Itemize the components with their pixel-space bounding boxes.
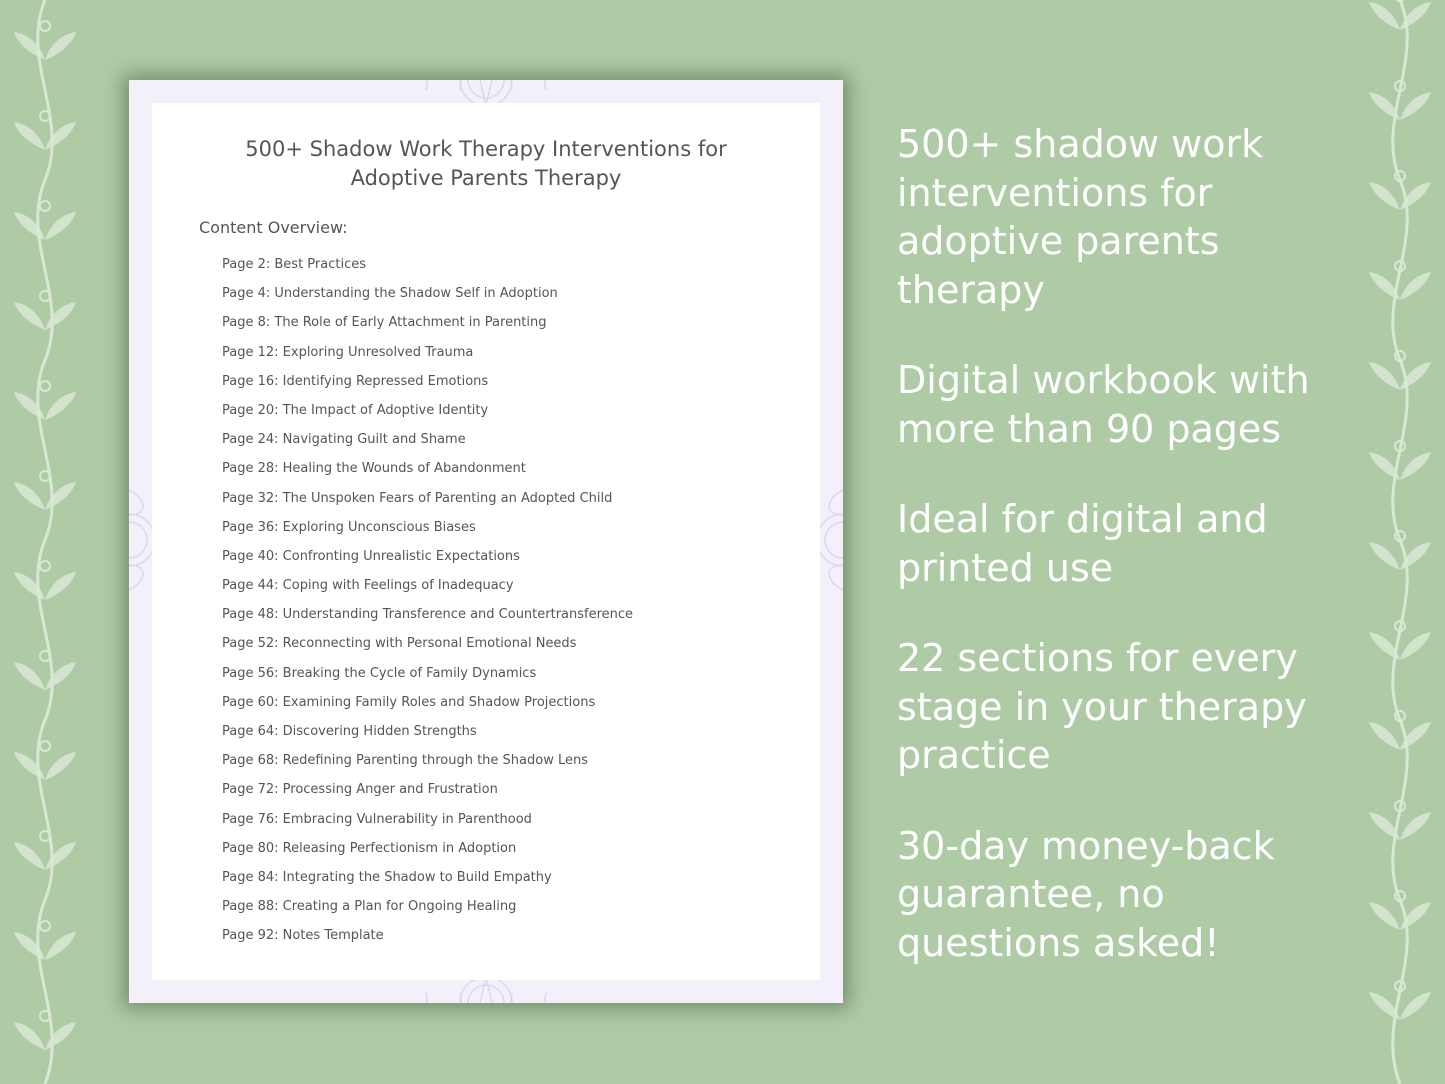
- table-of-contents: [222, 255, 633, 956]
- toc-item: Page 48: Understanding Transference and Countertransference: [222, 607, 634, 623]
- feature-line: interventions for: [897, 170, 1213, 215]
- toc-item: Page 52: Reconnecting with Personal Emotional Needs: [222, 636, 577, 652]
- toc-item: Page 40: Confronting Unrealistic Expectations: [222, 548, 520, 564]
- feature-line: 500+ shadow work: [897, 122, 1264, 166]
- floral-vine-icon: [0, 0, 90, 1084]
- feature-list: [897, 120, 1367, 967]
- toc-item: Page 32: The Unspoken Fears of Parenting an Adopted Child: [222, 490, 613, 506]
- toc-item: Page 16: Identifying Repressed Emotions: [222, 373, 489, 389]
- content-overview-label: Content Overview:: [199, 218, 348, 237]
- toc-item: Page 84: Integrating the Shadow to Build Empathy: [222, 869, 552, 885]
- feature-line: questions asked!: [897, 920, 1220, 965]
- feature-line: Digital workbook with: [897, 358, 1310, 402]
- feature-guarantee: [897, 822, 1367, 968]
- feature-sections: [897, 634, 1367, 780]
- document-content: [152, 103, 820, 980]
- toc-item: Page 24: Navigating Guilt and Shame: [222, 432, 466, 448]
- feature-line: Ideal for digital and: [897, 497, 1268, 541]
- toc-item: Page 80: Releasing Perfectionism in Adoption: [222, 840, 517, 856]
- toc-item: Page 92: Notes Template: [222, 928, 384, 944]
- toc-item: Page 56: Breaking the Cycle of Family Dynamics: [222, 665, 537, 681]
- document-page: [129, 80, 843, 1003]
- feature-line: printed use: [897, 545, 1114, 590]
- feature-line: 30-day money-back: [897, 823, 1275, 868]
- feature-line: practice: [897, 733, 1051, 777]
- feature-line: stage in your therapy: [897, 684, 1307, 729]
- document-title: [172, 135, 800, 193]
- toc-item: Page 64: Discovering Hidden Strengths: [222, 724, 477, 739]
- feature-usage: [897, 495, 1367, 592]
- toc-item: Page 12: Exploring Unresolved Trauma: [222, 344, 474, 360]
- feature-line: more than 90 pages: [897, 406, 1282, 451]
- toc-item: Page 76: Embracing Vulnerability in Parenthood: [222, 811, 532, 827]
- toc-item: Page 68: Redefining Parenting through the Shadow Lens: [222, 753, 588, 769]
- toc-item: Page 28: Healing the Wounds of Abandonment: [222, 461, 526, 477]
- document-title-line: 500+ Shadow Work Therapy Interventions for: [245, 137, 727, 161]
- document-title-line: Adoptive Parents Therapy: [350, 166, 622, 190]
- toc-item: Page 44: Coping with Feelings of Inadequacy: [222, 578, 514, 594]
- feature-workbook: [897, 356, 1367, 453]
- feature-line: adoptive parents: [897, 219, 1220, 263]
- toc-item: Page 8: The Role of Early Attachment in Parenting: [222, 315, 547, 331]
- toc-item: Page 88: Creating a Plan for Ongoing Healing: [222, 899, 517, 915]
- toc-item: Page 36: Exploring Unconscious Biases: [222, 519, 476, 535]
- feature-line: guarantee, no: [897, 872, 1165, 916]
- feature-line: 22 sections for every: [897, 636, 1298, 680]
- toc-item: Page 20: The Impact of Adoptive Identity: [222, 402, 489, 418]
- feature-interventions: [897, 120, 1367, 314]
- toc-item: Page 2: Best Practices: [222, 257, 367, 272]
- toc-item: Page 60: Examining Family Roles and Shadow Projections: [222, 694, 596, 710]
- toc-item: Page 4: Understanding the Shadow Self in Adoption: [222, 286, 558, 302]
- toc-item: Page 72: Processing Anger and Frustration: [222, 782, 498, 798]
- floral-vine-icon: [1355, 0, 1445, 1084]
- feature-line: therapy: [897, 267, 1045, 312]
